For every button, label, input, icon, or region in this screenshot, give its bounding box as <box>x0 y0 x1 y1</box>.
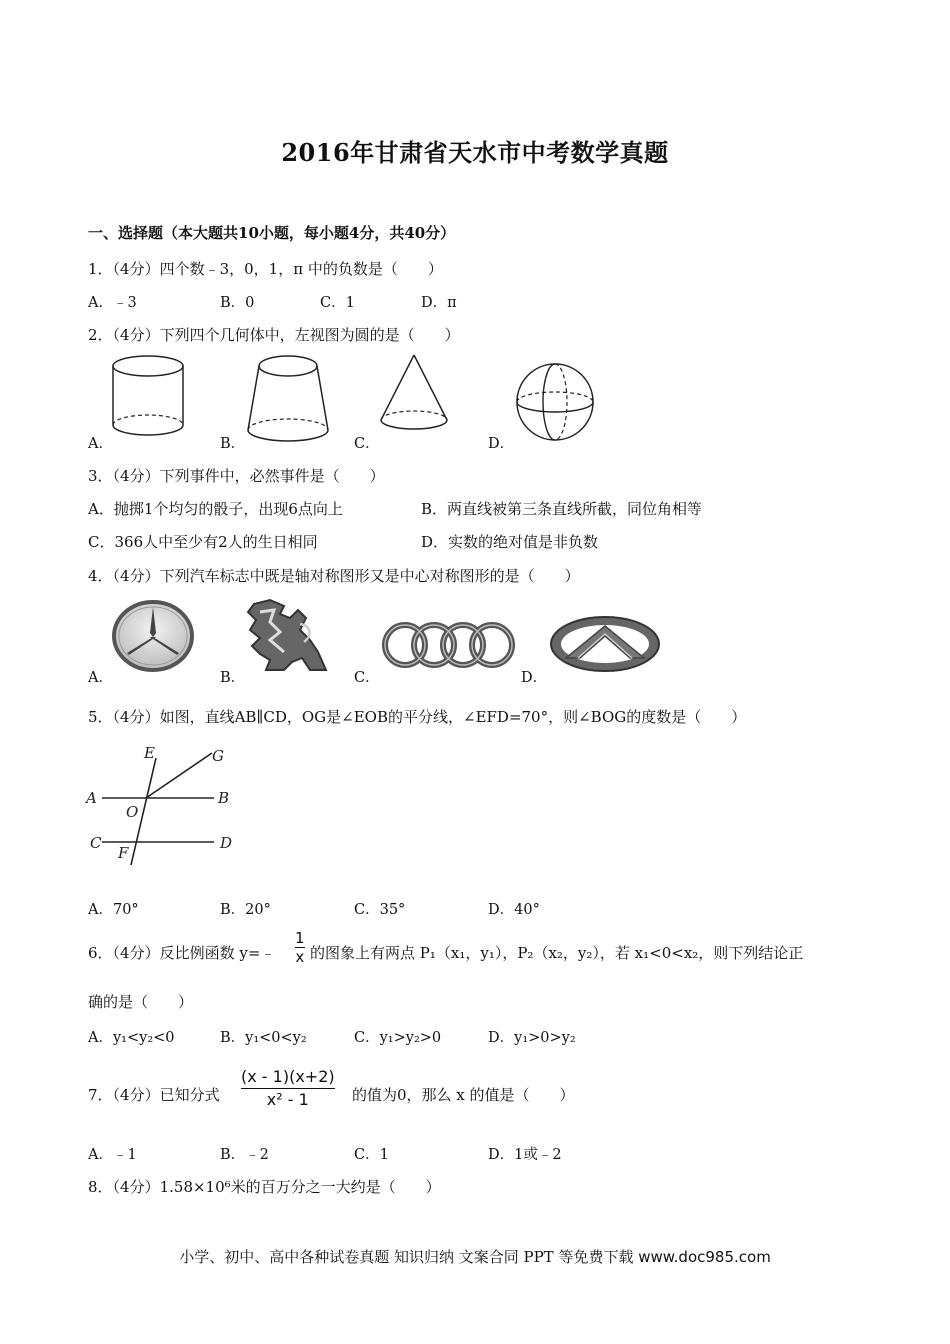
page-title: 2016年甘肃省天水市中考数学真题 <box>281 138 669 167</box>
q7-fraction <box>241 1066 335 1111</box>
peugeot-logo <box>240 596 330 676</box>
q4-option-b: B． <box>220 670 246 686</box>
question-8-stem: 8．（4分）1.58×10⁶米的百万分之一大约是（ ） <box>88 1178 441 1196</box>
q6-option-c: C．y₁>y₂>0 <box>354 1030 442 1046</box>
label-c: C <box>90 834 102 852</box>
q7-option-a: A．﹣1 <box>88 1147 137 1163</box>
q4-option-c: C． <box>354 670 380 686</box>
audi-logo <box>380 620 518 672</box>
q7-fraction-numerator: (x - 1)(x+2) <box>241 1067 335 1086</box>
q6-fraction-denominator: x <box>295 948 305 966</box>
q3-option-d: D．实数的绝对值是非负数 <box>421 533 599 551</box>
sphere-figure <box>513 362 603 447</box>
question-6-stem-pre: 6．（4分）反比例函数 y=﹣ <box>88 944 276 962</box>
label-b: B <box>218 789 230 807</box>
label-a: A <box>86 789 97 807</box>
q7-option-c: C．1 <box>354 1147 389 1163</box>
footer-url[interactable]: www.doc985.com <box>638 1248 771 1266</box>
q6-fraction-numerator: 1 <box>295 929 305 947</box>
question-1-stem: 1．（4分）四个数﹣3，0，1，π 中的负数是（ ） <box>88 260 443 278</box>
q5-option-d: D．40° <box>488 902 540 918</box>
q7-fraction-denominator: x² - 1 <box>266 1090 309 1109</box>
q2-option-a: A． <box>88 436 113 452</box>
footer-text: 小学、初中、高中各种试卷真题 知识归纳 文案合同 PPT 等免费下载 <box>179 1248 634 1266</box>
frustum-figure <box>243 352 338 447</box>
question-7-stem-post: 的值为0，那么 x 的值是（ ） <box>352 1086 575 1104</box>
question-3-stem: 3．（4分）下列事件中，必然事件是（ ） <box>88 467 385 485</box>
q3-option-b: B．两直线被第三条直线所截，同位角相等 <box>421 500 703 518</box>
label-g: G <box>212 747 224 765</box>
page-footer <box>0 1246 950 1267</box>
label-f: F <box>118 844 129 862</box>
label-e: E <box>144 744 155 762</box>
infiniti-logo <box>548 614 663 674</box>
question-4-stem: 4．（4分）下列汽车标志中既是轴对称图形又是中心对称图形的是（ ） <box>88 567 580 585</box>
q5-option-c: C．35° <box>354 902 406 918</box>
q2-option-b: B． <box>220 436 246 452</box>
cone-figure <box>378 352 453 442</box>
q6-fraction <box>295 929 305 966</box>
q4-option-d: D． <box>521 670 548 686</box>
q1-option-b: B．0 <box>220 295 255 311</box>
question-5-stem: 5．（4分）如图，直线AB∥CD，OG是∠EOB的平分线，∠EFD=70°，则∠BOG的度数是（ ） <box>88 708 747 726</box>
section-heading: 一、选择题（本大题共10小题，每小题4分，共40分） <box>88 224 456 242</box>
q6-option-b: B．y₁<0<y₂ <box>220 1030 307 1046</box>
q1-option-c: C．1 <box>320 295 355 311</box>
question-7-stem-pre: 7．（4分）已知分式 <box>88 1086 220 1104</box>
q4-option-a: A． <box>88 670 113 686</box>
q6-option-a: A．y₁<y₂<0 <box>88 1030 175 1046</box>
q3-option-a: A．抛掷1个均匀的骰子，出现6点向上 <box>88 500 343 518</box>
q1-option-d: D．π <box>421 295 457 311</box>
mercedes-logo <box>112 600 197 675</box>
q5-option-b: B．20° <box>220 902 271 918</box>
label-o: O <box>126 803 139 821</box>
q5-option-a: A．70° <box>88 902 139 918</box>
q2-option-c: C． <box>354 436 380 452</box>
question-6-stem-post: 的图象上有两点 P₁（x₁，y₁），P₂（x₂，y₂），若 x₁<0<x₂，则下列结论正 <box>310 944 804 962</box>
q7-option-d: D．1或﹣2 <box>488 1147 562 1163</box>
question-6-stem-line2: 确的是（ ） <box>88 993 194 1011</box>
cylinder-figure <box>110 352 190 442</box>
q5-geometry-figure <box>86 740 246 875</box>
label-d: D <box>220 834 233 852</box>
q3-option-c: C．366人中至少有2人的生日相同 <box>88 533 318 551</box>
q7-option-b: B．﹣2 <box>220 1147 269 1163</box>
q1-option-a: A．﹣3 <box>88 295 137 311</box>
q6-option-d: D．y₁>0>y₂ <box>488 1030 576 1046</box>
question-2-stem: 2．（4分）下列四个几何体中，左视图为圆的是（ ） <box>88 326 460 344</box>
q2-option-d: D． <box>488 436 515 452</box>
